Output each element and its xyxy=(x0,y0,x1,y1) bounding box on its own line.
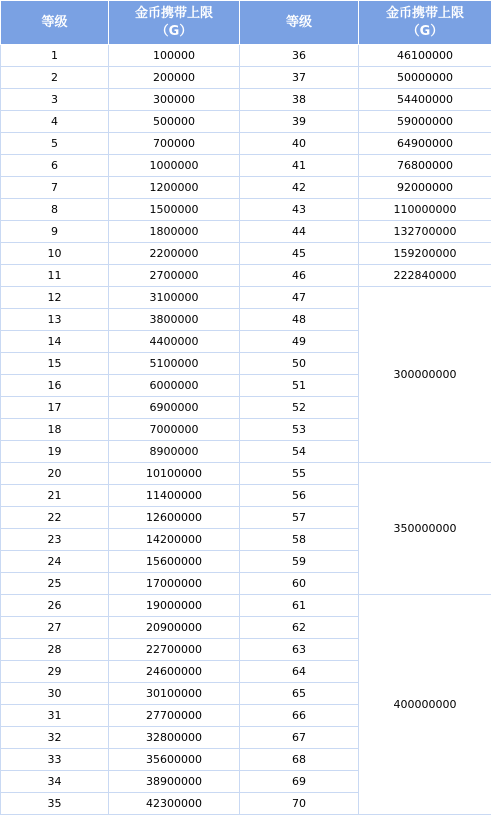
limit-cell: 3100000 xyxy=(109,287,240,309)
limit-cell: 54400000 xyxy=(359,89,491,111)
table-row xyxy=(1,595,491,617)
limit-cell: 1500000 xyxy=(109,199,240,221)
level-cell: 4 xyxy=(1,111,109,133)
level-cell: 31 xyxy=(1,705,109,727)
level-cell: 37 xyxy=(240,67,359,89)
limit-cell: 3800000 xyxy=(109,309,240,331)
table-row xyxy=(1,463,491,485)
limit-cell: 17000000 xyxy=(109,573,240,595)
level-cell: 51 xyxy=(240,375,359,397)
level-cell: 46 xyxy=(240,265,359,287)
limit-cell: 200000 xyxy=(109,67,240,89)
header-limit-left xyxy=(109,1,240,45)
header-limit-right-line1: 金币携带上限 xyxy=(359,5,491,23)
level-cell: 39 xyxy=(240,111,359,133)
limit-cell: 20900000 xyxy=(109,617,240,639)
limit-cell: 76800000 xyxy=(359,155,491,177)
level-cell: 12 xyxy=(1,287,109,309)
limit-cell: 1200000 xyxy=(109,177,240,199)
limit-cell: 100000 xyxy=(109,45,240,67)
level-cell: 27 xyxy=(1,617,109,639)
table-row xyxy=(1,67,491,89)
limit-cell: 700000 xyxy=(109,133,240,155)
limit-cell: 6000000 xyxy=(109,375,240,397)
limit-cell: 10100000 xyxy=(109,463,240,485)
level-cell: 30 xyxy=(1,683,109,705)
level-cell: 41 xyxy=(240,155,359,177)
table-body xyxy=(1,45,491,815)
level-cell: 60 xyxy=(240,573,359,595)
limit-cell: 19000000 xyxy=(109,595,240,617)
limit-cell: 350000000 xyxy=(359,463,491,595)
header-level-right: 等级 xyxy=(240,1,359,45)
level-cell: 21 xyxy=(1,485,109,507)
level-cell: 53 xyxy=(240,419,359,441)
level-cell: 16 xyxy=(1,375,109,397)
limit-cell: 1800000 xyxy=(109,221,240,243)
level-cell: 58 xyxy=(240,529,359,551)
table-row xyxy=(1,155,491,177)
limit-cell: 32800000 xyxy=(109,727,240,749)
level-cell: 57 xyxy=(240,507,359,529)
limit-cell: 12600000 xyxy=(109,507,240,529)
level-cell: 25 xyxy=(1,573,109,595)
limit-cell: 6900000 xyxy=(109,397,240,419)
table-row xyxy=(1,133,491,155)
limit-cell: 500000 xyxy=(109,111,240,133)
limit-cell: 7000000 xyxy=(109,419,240,441)
level-cell: 35 xyxy=(1,793,109,815)
level-cell: 33 xyxy=(1,749,109,771)
limit-cell: 4400000 xyxy=(109,331,240,353)
level-cell: 13 xyxy=(1,309,109,331)
table-row xyxy=(1,287,491,309)
level-cell: 64 xyxy=(240,661,359,683)
header-limit-left-line1: 金币携带上限 xyxy=(109,5,239,23)
limit-cell: 2700000 xyxy=(109,265,240,287)
header-limit-right-line2: （G） xyxy=(359,23,491,41)
limit-cell: 5100000 xyxy=(109,353,240,375)
level-cell: 42 xyxy=(240,177,359,199)
limit-cell: 110000000 xyxy=(359,199,491,221)
level-cell: 14 xyxy=(1,331,109,353)
limit-cell: 300000 xyxy=(109,89,240,111)
level-cell: 50 xyxy=(240,353,359,375)
level-cell: 26 xyxy=(1,595,109,617)
level-cell: 20 xyxy=(1,463,109,485)
level-cell: 67 xyxy=(240,727,359,749)
table-row xyxy=(1,177,491,199)
level-cell: 18 xyxy=(1,419,109,441)
level-cell: 1 xyxy=(1,45,109,67)
limit-cell: 15600000 xyxy=(109,551,240,573)
level-cell: 52 xyxy=(240,397,359,419)
limit-cell: 222840000 xyxy=(359,265,491,287)
limit-cell: 24600000 xyxy=(109,661,240,683)
level-cell: 19 xyxy=(1,441,109,463)
level-cell: 15 xyxy=(1,353,109,375)
level-cell: 32 xyxy=(1,727,109,749)
table-row xyxy=(1,221,491,243)
level-cell: 62 xyxy=(240,617,359,639)
level-cell: 68 xyxy=(240,749,359,771)
limit-cell: 27700000 xyxy=(109,705,240,727)
level-cell: 66 xyxy=(240,705,359,727)
level-cell: 28 xyxy=(1,639,109,661)
level-cell: 7 xyxy=(1,177,109,199)
level-cell: 5 xyxy=(1,133,109,155)
level-cell: 43 xyxy=(240,199,359,221)
header-limit-left-line2: （G） xyxy=(109,23,239,41)
level-cell: 10 xyxy=(1,243,109,265)
limit-cell: 42300000 xyxy=(109,793,240,815)
limit-cell: 1000000 xyxy=(109,155,240,177)
level-cell: 70 xyxy=(240,793,359,815)
limit-cell: 132700000 xyxy=(359,221,491,243)
limit-cell: 46100000 xyxy=(359,45,491,67)
level-cell: 23 xyxy=(1,529,109,551)
level-cell: 55 xyxy=(240,463,359,485)
level-cell: 48 xyxy=(240,309,359,331)
header-level-left: 等级 xyxy=(1,1,109,45)
level-cell: 8 xyxy=(1,199,109,221)
level-cell: 2 xyxy=(1,67,109,89)
limit-cell: 2200000 xyxy=(109,243,240,265)
level-cell: 38 xyxy=(240,89,359,111)
level-cell: 54 xyxy=(240,441,359,463)
level-cell: 9 xyxy=(1,221,109,243)
level-cell: 61 xyxy=(240,595,359,617)
level-cell: 45 xyxy=(240,243,359,265)
level-cell: 36 xyxy=(240,45,359,67)
table-row xyxy=(1,265,491,287)
level-cell: 34 xyxy=(1,771,109,793)
level-cell: 47 xyxy=(240,287,359,309)
table-row xyxy=(1,111,491,133)
limit-cell: 8900000 xyxy=(109,441,240,463)
table-row xyxy=(1,45,491,67)
level-cell: 29 xyxy=(1,661,109,683)
level-cell: 17 xyxy=(1,397,109,419)
level-cell: 63 xyxy=(240,639,359,661)
level-cell: 49 xyxy=(240,331,359,353)
level-cell: 6 xyxy=(1,155,109,177)
limit-cell: 22700000 xyxy=(109,639,240,661)
level-cell: 24 xyxy=(1,551,109,573)
limit-cell: 92000000 xyxy=(359,177,491,199)
limit-cell: 64900000 xyxy=(359,133,491,155)
header-row xyxy=(1,1,491,45)
level-cell: 65 xyxy=(240,683,359,705)
limit-cell: 35600000 xyxy=(109,749,240,771)
table-row xyxy=(1,243,491,265)
level-cell: 11 xyxy=(1,265,109,287)
level-cell: 69 xyxy=(240,771,359,793)
table-row xyxy=(1,199,491,221)
level-cell: 44 xyxy=(240,221,359,243)
limit-cell: 14200000 xyxy=(109,529,240,551)
limit-cell: 400000000 xyxy=(359,595,491,815)
table-row xyxy=(1,89,491,111)
level-cell: 3 xyxy=(1,89,109,111)
limit-cell: 30100000 xyxy=(109,683,240,705)
header-limit-right xyxy=(359,1,491,45)
limit-cell: 11400000 xyxy=(109,485,240,507)
limit-cell: 38900000 xyxy=(109,771,240,793)
limit-cell: 300000000 xyxy=(359,287,491,463)
limit-cell: 59000000 xyxy=(359,111,491,133)
level-cell: 59 xyxy=(240,551,359,573)
limit-cell: 50000000 xyxy=(359,67,491,89)
level-cell: 40 xyxy=(240,133,359,155)
limit-cell: 159200000 xyxy=(359,243,491,265)
level-cell: 22 xyxy=(1,507,109,529)
level-cell: 56 xyxy=(240,485,359,507)
